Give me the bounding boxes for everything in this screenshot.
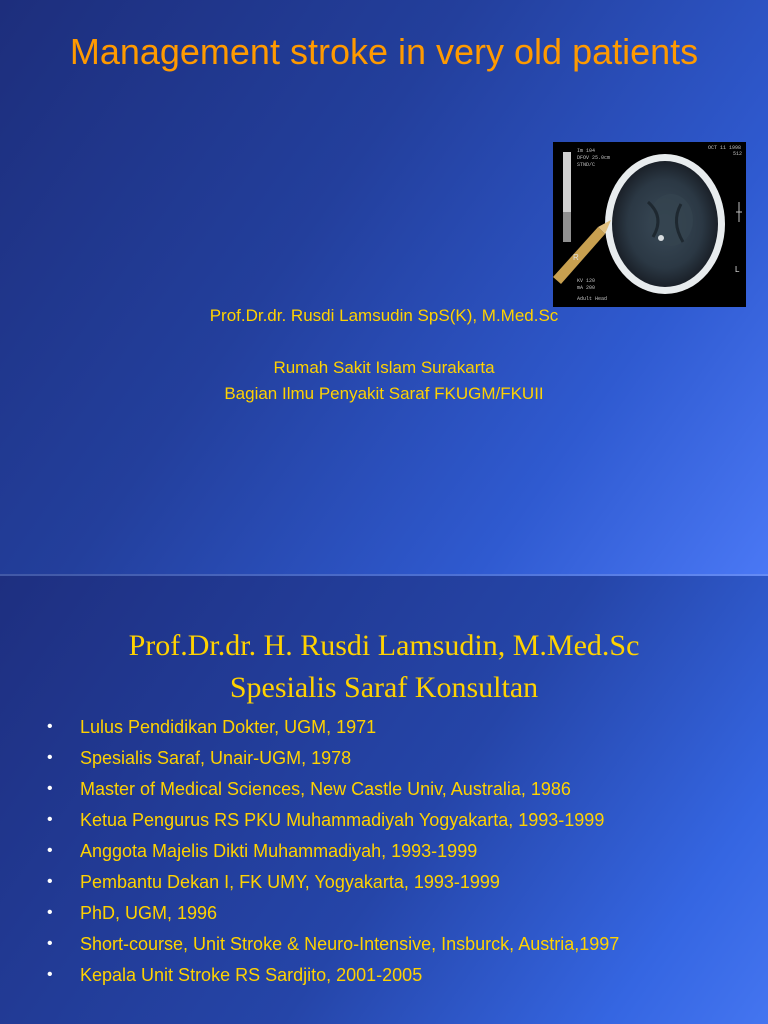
ct-label: Im 104 [577, 148, 596, 154]
credential-item [0, 716, 768, 738]
brain-ct-icon [553, 142, 746, 307]
ct-label: R [573, 253, 579, 262]
bullet-icon: • [47, 718, 53, 735]
bullet-icon: • [47, 842, 53, 859]
bullet-icon: • [47, 749, 53, 766]
credential-text: Master of Medical Sciences, New Castle Univ, Australia, 1986 [80, 779, 571, 799]
ct-label: Adult Head [577, 296, 608, 302]
institution-line-2: Bagian Ilmu Penyakit Saraf FKUGM/FKUII [224, 384, 544, 403]
ct-label: STND/C [577, 162, 596, 168]
author-name: Prof.Dr.dr. Rusdi Lamsudin SpS(K), M.Med.Sc [209, 306, 559, 325]
profile-slide [0, 576, 768, 1024]
credential-item [0, 809, 768, 831]
ct-label: OCT 11 1998 [708, 145, 742, 151]
institution-line-1: Rumah Sakit Islam Surakarta [273, 358, 495, 377]
credential-text: PhD, UGM, 1996 [80, 903, 218, 923]
bullet-icon: • [47, 935, 53, 952]
credential-text: Kepala Unit Stroke RS Sardjito, 2001-2005 [80, 965, 423, 985]
ct-label: DFOV 25.0cm [577, 155, 611, 161]
profile-title [0, 625, 768, 709]
credential-text: Short-course, Unit Stroke & Neuro-Intensive, Insburck, Austria,1997 [80, 934, 620, 954]
bullet-icon: • [47, 904, 53, 921]
credential-item [0, 840, 768, 862]
credential-text: Spesialis Saraf, Unair-UGM, 1978 [80, 748, 352, 768]
profile-title-role: Spesialis Saraf Konsultan [229, 671, 539, 704]
bullet-icon: • [47, 966, 53, 983]
ct-label: L [735, 265, 740, 274]
credential-text: Pembantu Dekan I, FK UMY, Yogyakarta, 1993-1999 [80, 872, 500, 892]
brain-ct-scan-image [553, 142, 746, 307]
bullet-icon: • [47, 811, 53, 828]
credential-item [0, 871, 768, 893]
credential-item [0, 902, 768, 924]
bullet-icon: • [47, 873, 53, 890]
profile-title-name: Prof.Dr.dr. H. Rusdi Lamsudin, M.Med.Sc [128, 629, 640, 662]
credential-text: Anggota Majelis Dikti Muhammadiyah, 1993-1999 [80, 841, 478, 861]
ct-label: KV 120 [577, 278, 596, 284]
ct-label: 512 [733, 151, 743, 157]
credentials-list [0, 716, 768, 995]
credential-item [0, 933, 768, 955]
credential-text: Lulus Pendidikan Dokter, UGM, 1971 [80, 717, 377, 737]
credential-item [0, 747, 768, 769]
slide-title: Management stroke in very old patients [69, 31, 699, 72]
credential-text: Ketua Pengurus RS PKU Muhammadiyah Yogyakarta, 1993-1999 [80, 810, 605, 830]
bullet-icon: • [47, 780, 53, 797]
credential-item [0, 778, 768, 800]
credential-item [0, 964, 768, 986]
ct-label: mA 200 [577, 285, 596, 291]
